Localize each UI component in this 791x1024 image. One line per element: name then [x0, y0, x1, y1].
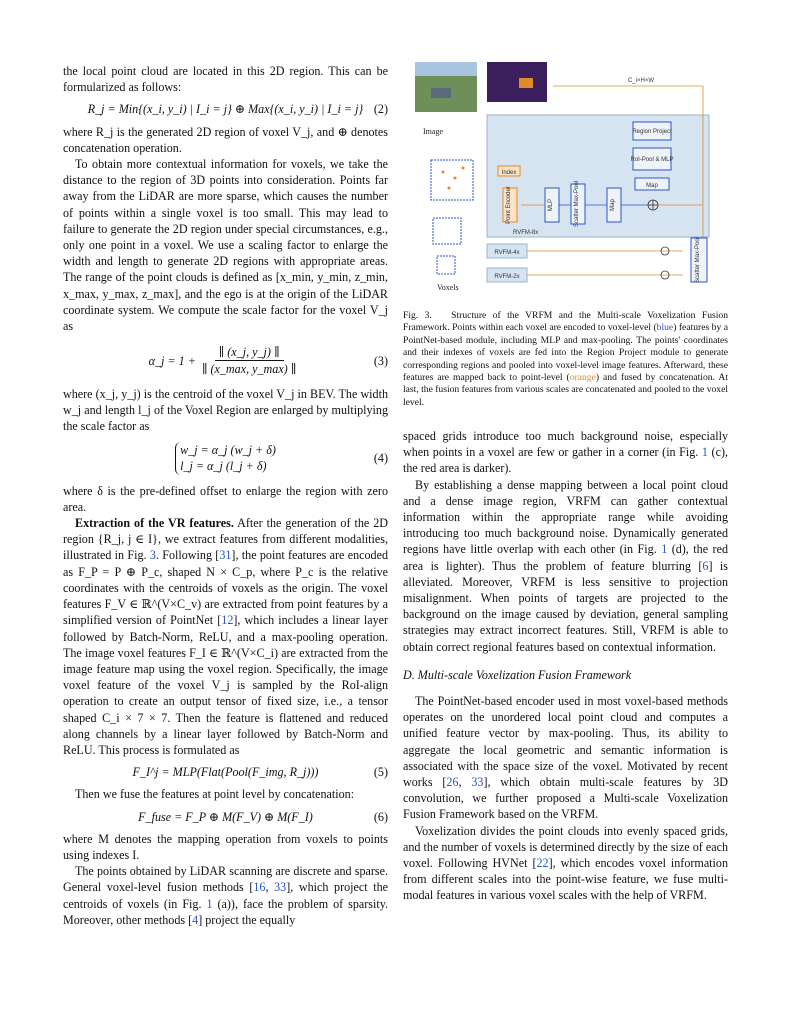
rvfm-8x-label: RVFM-8x: [513, 230, 539, 236]
svg-text:Map: Map: [610, 199, 616, 211]
svg-text:RoI-Pool & MLP: RoI-Pool & MLP: [630, 157, 674, 163]
svg-text:Region Project: Region Project: [632, 129, 672, 135]
paragraph: where (x_j, y_j) is the centroid of the voxel V_j in BEV. The width w_j and length l_j of the Voxel Region are enlarged by multiplying the scale factor as: [63, 386, 388, 434]
svg-text:RVFM-4x: RVFM-4x: [494, 250, 520, 256]
voxels-label: Voxels: [437, 283, 459, 292]
citation-link[interactable]: 22: [536, 856, 549, 871]
citation-link[interactable]: 33: [274, 880, 287, 895]
voxel-cube: [431, 160, 473, 200]
equation-6: F_fuse = F_P ⊕ M(F_V) ⊕ M(F_I) (6): [138, 809, 388, 824]
svg-text:MLP: MLP: [548, 198, 554, 212]
feature-map-image: [487, 62, 547, 102]
equation-4: w_j = α_j (w_j + δ) l_j = α_j (l_j + δ) (4): [63, 442, 388, 474]
paragraph: where R_j is the generated 2D region of voxel V_j, and ⊕ denotes concatenation operation.: [63, 124, 388, 155]
dim-label: C_i×H×W: [628, 78, 655, 84]
paragraph: Then we fuse the features at point level by concatenation:: [75, 787, 355, 802]
svg-text:Scatter Max-Pool: Scatter Max-Pool: [695, 236, 701, 284]
paragraph: To obtain more contextual information for voxels, we take the distance to the region of 3D points into consideration. Points far away from the LiDAR are more sparse, which causes the number of points within a single voxel is too small. This may lead to failure to generate the 2D region under special circumstances, e.g., only one point in a voxel. We use a scaling factor to enlarge the width and length to generate 2D regions with appropriate areas. The range of the point clouds is defined as [x_min, y_min, z_min, x_max, y_max, z_max], and the ego is at the origin of the LiDAR coordinate system. We compute the scale factor for the voxel V_j as: [63, 157, 388, 334]
citation-link[interactable]: 31: [219, 548, 232, 563]
figure-link[interactable]: 1: [206, 896, 213, 911]
paragraph: Voxelization divides the point clouds into evenly spaced grids, and the number of voxels is determined directly by the size of each voxel. Following HVNet [22], which encodes voxel information from different scales into the point-wise feature, we fuse multi-modal features in various voxel scales with the help of VRFM.: [403, 823, 728, 903]
figure-link[interactable]: 3: [149, 548, 156, 563]
figure-caption: Fig. 3. Structure of the VRFM and the Multi-scale Voxelization Fusion Framework. Points within each voxel are encoded to voxel-level (blue) features by a PointNet-based module, including MLP and max-pooling. The points' coordinates and their indexes of voxels are fed into the Region Project module to generate corresponding regions and pooled into voxel-level image features. Afterward, these features are mapped back to point-level (orange) and fused by concatenation. At last, the fusion features from various scales are concatenated and pooled to the voxel level.: [403, 310, 729, 408]
svg-text:Map: Map: [646, 183, 658, 189]
svg-text:Point Encoder: Point Encoder: [506, 186, 512, 224]
section-heading: D. Multi-scale Voxelization Fusion Framework: [403, 667, 632, 682]
paragraph: where δ is the pre-defined offset to enlarge the region with zero area.: [63, 483, 388, 514]
svg-text:Index: Index: [501, 170, 517, 176]
citation-link[interactable]: 12: [221, 613, 234, 628]
figure-link[interactable]: 1: [701, 445, 708, 460]
citation-link[interactable]: 16: [253, 880, 266, 895]
citation-link[interactable]: 33: [471, 775, 484, 790]
figure-link[interactable]: 1: [661, 542, 668, 557]
equation-5: F_I^j = MLP(Flat(Pool(F_img, R_j))) (5): [132, 765, 388, 780]
paragraph: Extraction of the VR features. After the generation of the 2D region {R_j, j ∈ I}, we extract features from different modalities, illustrated in Fig. 3. Following [31], the point features are encoded as F_P = P ⊕ P_c, shaped N × C_p, where P_c is the relative coordinates with the centroids of voxels as the origin. The voxel features F_V ∈ ℝ^(V×C_v) are extracted from point features by a simplified version of PointNet [12], which includes a linear layer followed by Batch-Norm, ReLU, and a max-pooling operation. The image voxel features F_I ∈ ℝ^(V×C_i) are extracted from the image feature map using the voxel region. Specifically, the image voxel feature of the voxel V_j is sampled by the RoI-align operation to create an output tensor of fixed size, i.e., a tensor shaped C_i × 7 × 7. Then the feature is flattened and reduced along channels by a linear layer followed by Batch-Norm and ReLU. This process is formulated as: [63, 516, 389, 757]
paragraph: The points obtained by LiDAR scanning are discrete and sparse. General voxel-level fusion methods [16, 33], which project the centroids of voxels (in Fig. 1 (a)), face the problem of sparsity. Moreover, other methods [4] project the equally: [63, 864, 389, 927]
citation-link[interactable]: 4: [192, 912, 199, 927]
paragraph: where M denotes the mapping operation from voxels to points using indexes I.: [63, 831, 388, 862]
equation-3: α_j = 1 + $\frac{\parallel (x\_j, y\_j) \parallel}{\parallel (x\_\max, y\_\max) \parallel}$ (3): [148, 345, 388, 377]
svg-text:Scatter Max-Pool: Scatter Max-Pool: [574, 180, 580, 228]
left-column: [63, 63, 388, 928]
paragraph: the local point cloud are located in this 2D region. This can be formularized as follows:: [63, 64, 388, 95]
image-label: Image: [423, 127, 443, 136]
citation-link[interactable]: 6: [702, 558, 709, 573]
figure-3-diagram: [403, 60, 728, 300]
paragraph: By establishing a dense mapping between a local point cloud and a dense image region, VRFM can gather contextual information within the appropriate range while avoiding introducing too much background noise. Dynamically generated regions have little overlap with each other (in Fig. 1 (d), the red area is lighter). Thus the problem of feature blurring [6] is alleviated. Moreover, VRFM is less sensitive to projection misalignment. When points of targets are projected to the background on the image caused by deviation, general sampling strategies may extract incorrect features. Still, VRFM is able to obtain correct regional features based on contextual information.: [403, 477, 728, 654]
svg-text:RVFM-2x: RVFM-2x: [494, 274, 520, 280]
equation-2: R_j = Min{(x_i, y_i) | I_i = j} ⊕ Max{(x_i, y_i) | I_i = j} (2): [87, 102, 388, 117]
paragraph: The PointNet-based encoder used in most voxel-based methods operates on the unordered local point cloud and computes a unified feature vector by max-pooling. Thus, its ability to aggregate the local geometric and semantic information is associated with the space size of the voxel. Motivated by recent works [26, 33], which obtain multi-scale features by 3D convolution, we further proposed a Multi-scale Voxelization Fusion Framework based on the VRFM.: [403, 694, 729, 822]
paragraph: spaced grids introduce too much background noise, especially when points in a voxel are few or gather in a corner (in Fig. 1 (c), the red area is darker).: [403, 429, 728, 476]
right-column: [403, 428, 728, 904]
citation-link[interactable]: 26: [446, 775, 459, 790]
